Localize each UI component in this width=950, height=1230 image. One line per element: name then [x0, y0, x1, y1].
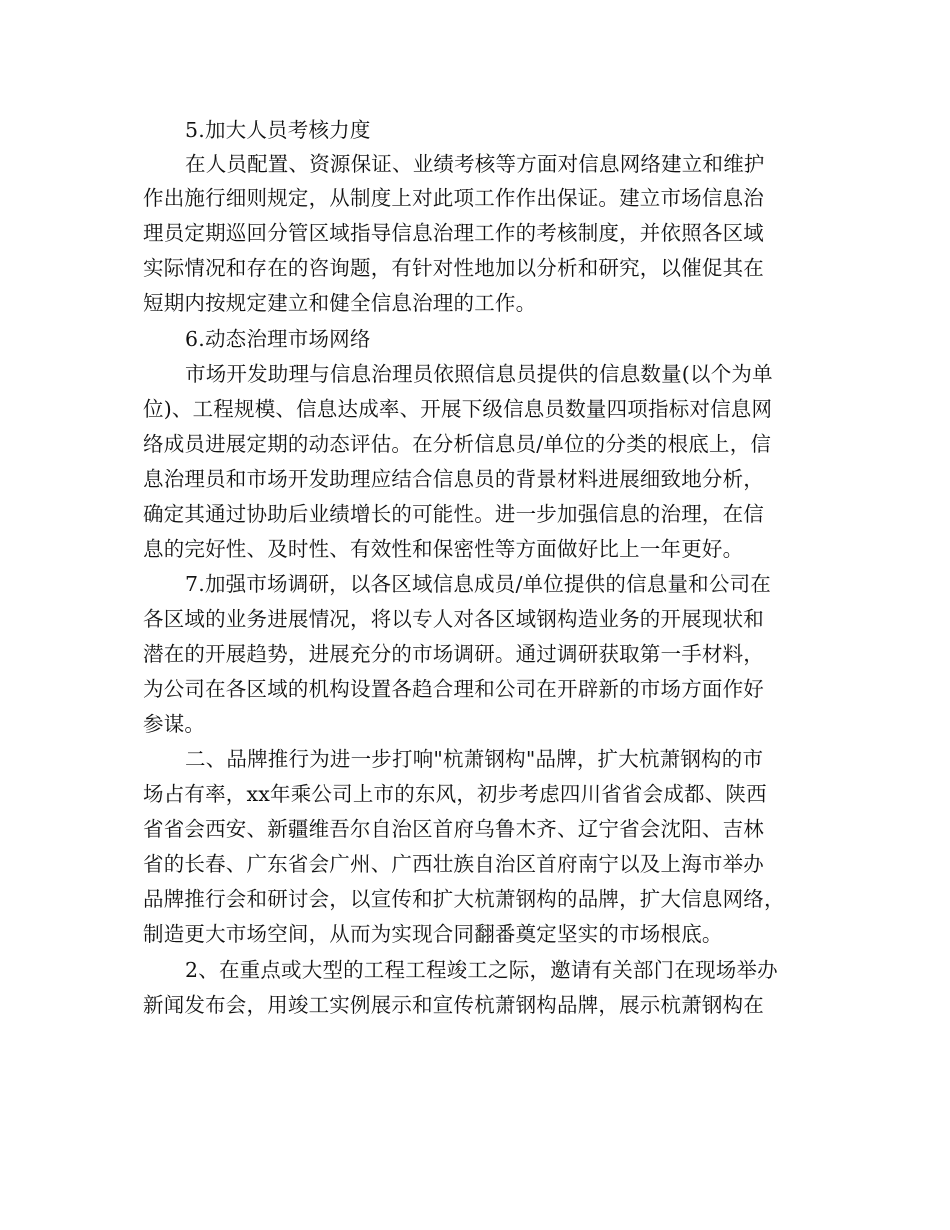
section-6-line-6: 息的完好性、及时性、有效性和保密性等方面做好比上一年更好。 — [143, 537, 744, 561]
brand-section-line-3: 省省会西安、新疆维吾尔自治区首府乌鲁木齐、辽宁省会沈阳、吉林 — [143, 817, 764, 841]
section-7-line-3: 潜在的开展趋势，进展充分的市场调研。通过调研获取第一手材料， — [143, 642, 764, 666]
section-7-line-1: 7.加强市场调研，以各区域信息成员/单位提供的信息量和公司在 — [185, 572, 771, 596]
section-6-heading: 6.动态治理市场网络 — [185, 327, 371, 351]
section-6-line-2: 位)、工程规模、信息达成率、开展下级信息员数量四项指标对信息网 — [143, 397, 773, 421]
section-5-line-3: 理员定期巡回分管区域指导信息治理工作的考核制度，并依照各区域 — [143, 221, 764, 245]
brand-section-line-2: 场占有率，xx年乘公司上市的东风，初步考虑四川省省会成都、陕西 — [143, 782, 767, 806]
section-5-heading: 5.加大人员考核力度 — [185, 118, 371, 142]
brand-section-line-6: 制造更大市场空间，从而为实现合同翻番奠定坚实的市场根底。 — [143, 922, 723, 946]
brand-section-line-5: 品牌推行会和研讨会，以宣传和扩大杭萧钢构的品牌，扩大信息网络， — [143, 887, 785, 911]
section-5-line-1: 在人员配置、资源保证、业绩考核等方面对信息网络建立和维护 — [185, 152, 765, 176]
section-7-line-2: 各区域的业务进展情况，将以专人对各区域钢构造业务的开展现状和 — [143, 607, 764, 631]
brand-section-line-4: 省的长春、广东省会广州、广西壮族自治区首府南宁以及上海市举办 — [143, 852, 764, 876]
section-5-line-2: 作出施行细则规定，从制度上对此项工作作出保证。建立市场信息治 — [143, 186, 764, 210]
section-5-line-5: 短期内按规定建立和健全信息治理的工作。 — [143, 291, 537, 315]
section-7-line-4: 为公司在各区域的机构设置各趋合理和公司在开辟新的市场方面作好 — [143, 677, 764, 701]
section-6-line-3: 络成员进展定期的动态评估。在分析信息员/单位的分类的根底上，信 — [143, 432, 772, 456]
section-6-line-5: 确定其通过协助后业绩增长的可能性。进一步加强信息的治理，在信 — [143, 502, 764, 526]
section-6-line-1: 市场开发助理与信息治理员依照信息员提供的信息数量(以个为单 — [185, 362, 773, 386]
section-5-line-4: 实际情况和存在的咨询题，有针对性地加以分析和研究，以催促其在 — [143, 256, 764, 280]
section-7-line-5: 参谋。 — [143, 712, 206, 736]
section-6-line-4: 息治理员和市场开发助理应结合信息员的背景材料进展细致地分析， — [143, 467, 764, 491]
item-2-line-1: 2、在重点或大型的工程工程竣工之际，邀请有关部门在现场举办 — [185, 958, 778, 982]
brand-section-line-1: 二、品牌推行为进一步打响"杭萧钢构"品牌，扩大杭萧钢构的市 — [185, 747, 764, 771]
item-2-line-2: 新闻发布会，用竣工实例展示和宣传杭萧钢构品牌，展示杭萧钢构在 — [143, 993, 764, 1017]
